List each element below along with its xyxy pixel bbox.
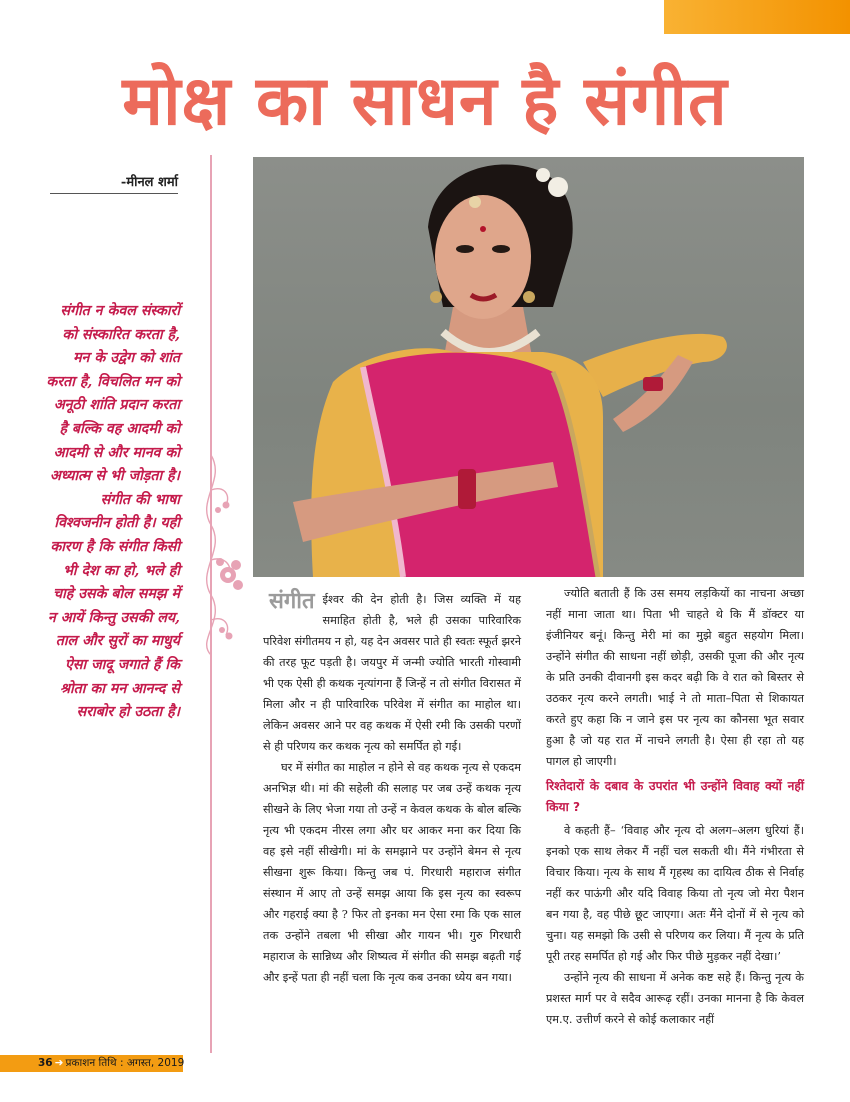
dropcap-word: संगीत bbox=[269, 588, 315, 614]
dancer-photo bbox=[253, 157, 804, 577]
footer-arrow-icon: ➜ bbox=[54, 1057, 64, 1069]
article-column-2 bbox=[546, 583, 804, 1030]
page-title: मोक्ष का साधन है संगीत bbox=[122, 62, 728, 141]
pull-quote: संगीत न केवल संस्कारों को संस्कारित करता है, मन के उद्वेग को शांत करता है, विचलित मन को अनूठी शांति प्रदान करता है बल्कि वह आदमी को आदमी से और मानव को अध्यात्म से भी जोड़ता है। संगीत की भाषा विश्वजनीन होती है। यही कारण है कि संगीत किसी भी देश का हो, भले ही चाहे उसके बोल समझ में न आयें किन्तु उसकी लय, ताल और सुरों का माधुर्य ऐसा जादू जगाते हैं कि श्रोता का मन आनन्द से सराबोर हो उठता है। bbox=[46, 303, 180, 721]
page-number: 36 bbox=[38, 1057, 53, 1069]
article-column-1 bbox=[263, 589, 521, 988]
paragraph: ईश्वर की देन होती है। जिस व्यक्ति में यह समाहित होती है, भले ही उसका पारिवारिक परिवेश संगीतमय न हो, यह देन अवसर पाते ही स्वतः स्फूर्त झरने की तरह फूट पड़ती है। जयपुर में जन्मी ज्योति भारती गोस्वामी भी एक ऐसी ही कथक नृत्यांगना हैं जिन्हें न तो संगीत विरासत में मिला और न ही पारिवारिक परिवेश में संगीत का माहोल था। लेकिन अवसर आने पर वह कथक में ऐसी रमी कि उसकी परणों से ही परिणय कर कथक नृत्य को समर्पित हो गई। bbox=[263, 593, 521, 753]
paragraph: ज्योति बताती हैं कि उस समय लड़कियों का नाचना अच्छा नहीं माना जाता था। पिता भी चाहते थे कि मैं डॉक्टर या इंजीनियर बनूं। किन्तु मेरी मां का मुझे बहुत सहयोग मिला। उन्होंने संगीत की साधना नहीं छोड़ी, उसकी पूजा की और नृत्य के प्रति उनकी दीवानगी इस कदर बढ़ी कि वे रात को बिस्तर से उठकर नृत्य करने लगती। भाई ने तो माता–पिता से शिकायत करते हुए कहा कि न जाने इस पर नृत्य का कौनसा भूत सवार हुआ है जो यह रात में नाचने लगती है। ऐसा ही रहा तो यह पागल हो जाएगी। bbox=[546, 587, 804, 768]
corner-accent-bar bbox=[664, 0, 850, 34]
decorative-flower-ornament-icon bbox=[196, 450, 246, 660]
paragraph: घर में संगीत का माहोल न होने से वह कथक नृत्य से एकदम अनभिज्ञ थी। मां की सहेली की सलाह पर जब उन्हें कथक नृत्य सीखने के लिए भेजा गया तो उन्हें न केवल कथक के बोल बल्कि नृत्य भी एकदम नीरस लगा और घर आकर मना कर दिया कि वह इसे नहीं सीखेगी। मां के समझाने पर उन्होंने बेमन से नृत्य सीखना शुरू किया। किन्तु जब पं. गिरधारी महाराज संगीत संस्थान में आए तो उन्हें समझ आया कि इस नृत्य का स्वरूप और गहराई क्या है ? फिर तो इनका मन ऐसा रमा कि एक साल तक उन्होंने तबला भी सीखा और गायन भी। गुरु गिरधारी महाराज के सान्निध्य और शिष्यत्व में संगीत की समझ बढ़ती गई और इन्हें पता ही नहीं चला कि नृत्य कब उनका ध्येय बन गया। bbox=[263, 761, 521, 984]
paragraph: उन्होंने नृत्य की साधना में अनेक कष्ट सहे हैं। किन्तु नृत्य के प्रशस्त मार्ग पर वे सदैव आरूढ़ रहीं। उनका मानना है कि केवल एम.ए. उत्तीर्ण करने से कोई कलाकार नहीं bbox=[546, 971, 804, 1026]
page-footer bbox=[0, 1055, 183, 1072]
publication-date: प्रकाशन तिथि : अगस्त, 2019 bbox=[65, 1057, 185, 1069]
paragraph: वे कहती हैं– ‘विवाह और नृत्य दो अलग–अलग धुरियां हैं। इनको एक साथ लेकर मैं नहीं चल सकती थी। मैंने गंभीरता से विचार किया। नृत्य के साथ मैं गृहस्थ का दायित्व ठीक से निर्वाह नहीं कर पाऊंगी और यदि विवाह किया तो नृत्य जो मेरा पैशन बन गया है, वह पीछे छूट जाएगा। अतः मैंने दोनों में से नृत्य को चुना। यह समझो कि उसी से परिणय कर लिया। मैं नृत्य के प्रति पूरी तरह समर्पित हो गई और फिर पीछे मुड़कर नहीं देखा।’ bbox=[546, 824, 804, 963]
author-byline: -मीनल शर्मा bbox=[50, 172, 178, 194]
section-subheading: रिश्तेदारों के दबाव के उपरांत भी उन्होंने विवाह क्यों नहीं किया ? bbox=[546, 779, 804, 814]
